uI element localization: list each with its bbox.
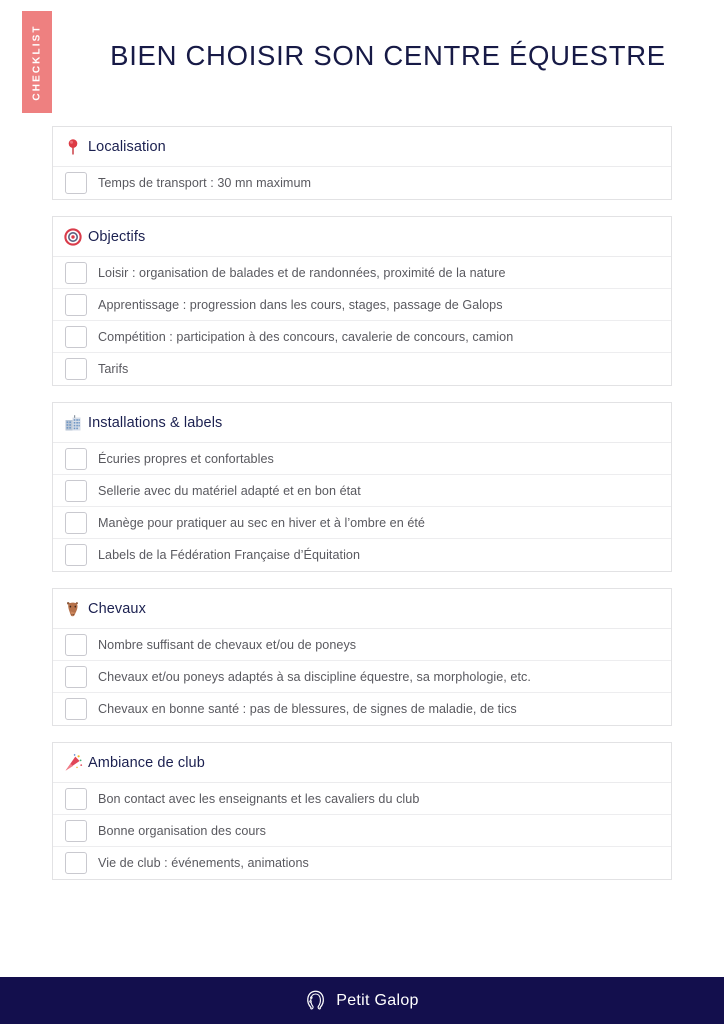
item-label: Nombre suffisant de chevaux et/ou de poneys: [98, 637, 357, 652]
item-label: Temps de transport : 30 mn maximum: [98, 176, 312, 190]
checklist-item[interactable]: [53, 257, 671, 289]
item-checkbox[interactable]: [65, 358, 87, 380]
checklist-item[interactable]: [53, 443, 671, 475]
item-label: Labels de la Fédération Française d’Équitation: [98, 548, 361, 562]
item-checkbox[interactable]: [65, 634, 87, 656]
section-card-objectifs: [52, 216, 672, 386]
item-label: Sellerie avec du matériel adapté et en bon état: [98, 483, 361, 498]
section-title: Objectifs: [88, 228, 146, 245]
section-header: [53, 403, 671, 443]
checklist-item[interactable]: [53, 815, 671, 847]
item-label: Bon contact avec les enseignants et les cavaliers du club: [98, 791, 420, 806]
item-label: Chevaux en bonne santé : pas de blessures, de signes de maladie, de tics: [98, 702, 517, 716]
item-label: Écuries propres et confortables: [98, 451, 274, 466]
footer-brand-group: [305, 986, 418, 1015]
item-checkbox[interactable]: [65, 544, 87, 566]
checklist-item[interactable]: [53, 353, 671, 385]
section-card-localisation: [52, 126, 672, 200]
page-header: [0, 0, 724, 120]
item-checkbox[interactable]: [65, 262, 87, 284]
item-checkbox[interactable]: [65, 172, 87, 194]
item-label: Bonne organisation des cours: [98, 823, 267, 838]
horse-face-icon: [63, 599, 83, 619]
item-checkbox[interactable]: [65, 666, 87, 688]
section-header: [53, 589, 671, 629]
checklist-item[interactable]: [53, 321, 671, 353]
item-checkbox[interactable]: [65, 448, 87, 470]
checklist-item[interactable]: [53, 661, 671, 693]
item-checkbox[interactable]: [65, 698, 87, 720]
checklist-item[interactable]: [53, 475, 671, 507]
section-items: [53, 443, 671, 571]
section-items: [53, 783, 671, 879]
factory-building-icon: [63, 413, 83, 433]
party-popper-icon: [63, 753, 83, 773]
checklist-item[interactable]: [53, 507, 671, 539]
direct-hit-target-icon: [63, 227, 83, 247]
checklist-item[interactable]: [53, 847, 671, 879]
item-checkbox[interactable]: [65, 512, 87, 534]
section-card-ambiance: [52, 742, 672, 880]
section-items: [53, 257, 671, 385]
horseshoe-icon: [305, 986, 327, 1015]
section-card-installations: [52, 402, 672, 572]
item-checkbox[interactable]: [65, 480, 87, 502]
section-header: [53, 217, 671, 257]
checklist-item[interactable]: [53, 289, 671, 321]
item-label: Vie de club : événements, animations: [98, 856, 309, 870]
item-checkbox[interactable]: [65, 820, 87, 842]
section-card-chevaux: [52, 588, 672, 726]
item-checkbox[interactable]: [65, 852, 87, 874]
section-header: [53, 127, 671, 167]
item-checkbox[interactable]: [65, 326, 87, 348]
item-label: Loisir : organisation de balades et de randonnées, proximité de la nature: [98, 265, 506, 280]
checklist-item[interactable]: [53, 693, 671, 725]
round-pushpin-icon: [63, 137, 83, 157]
section-header: [53, 743, 671, 783]
section-title: Localisation: [88, 138, 166, 155]
section-title: Chevaux: [88, 600, 146, 617]
checklist-item[interactable]: [53, 629, 671, 661]
checklist-tab-label: CHECKLIST: [31, 23, 43, 101]
item-label: Tarifs: [98, 362, 129, 376]
item-label: Manège pour pratiquer au sec en hiver et à l’ombre en été: [98, 515, 425, 530]
section-title: Ambiance de club: [88, 754, 205, 771]
item-label: Chevaux et/ou poneys adaptés à sa discipline équestre, sa morphologie, etc.: [98, 669, 531, 684]
section-items: [53, 167, 671, 199]
page-title: BIEN CHOISIR SON CENTRE ÉQUESTRE: [110, 40, 666, 71]
item-label: Compétition : participation à des concours, cavalerie de concours, camion: [98, 329, 514, 344]
checklist-item[interactable]: [53, 783, 671, 815]
checklist-item[interactable]: [53, 167, 671, 199]
item-label: Apprentissage : progression dans les cours, stages, passage de Galops: [98, 297, 503, 312]
checklist-sections: [52, 126, 672, 896]
section-title: Installations & labels: [88, 414, 223, 431]
page-footer: [0, 977, 724, 1024]
item-checkbox[interactable]: [65, 294, 87, 316]
checklist-item[interactable]: [53, 539, 671, 571]
section-items: [53, 629, 671, 725]
item-checkbox[interactable]: [65, 788, 87, 810]
footer-brand-label: Petit Galop: [336, 991, 419, 1009]
